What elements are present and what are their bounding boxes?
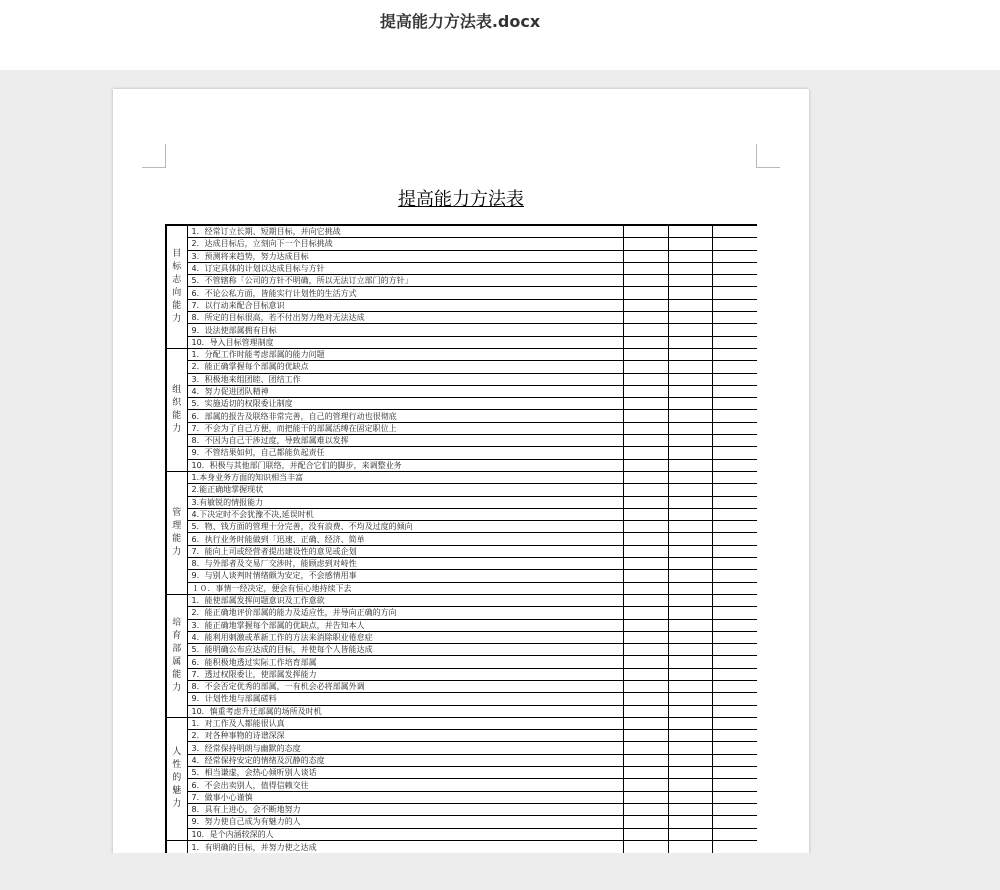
table-row <box>166 742 757 754</box>
rating-cell <box>668 779 712 791</box>
method-item: 8．不会否定优秀的部属，一有机会必将部属外调 <box>187 680 623 692</box>
rating-cell <box>623 262 668 274</box>
document-file-title: 提高能力方法表.docx <box>379 12 541 31</box>
rating-cell <box>623 680 668 692</box>
rating-cell <box>712 508 757 520</box>
rating-cell <box>623 631 668 643</box>
table-row <box>166 693 757 705</box>
rating-cell <box>668 705 712 717</box>
method-item: 1.本身业务方面的知识相当丰富 <box>187 471 623 483</box>
rating-cell <box>668 644 712 656</box>
rating-cell <box>623 324 668 336</box>
rating-cell <box>668 312 712 324</box>
rating-cell <box>623 496 668 508</box>
method-item: 6．部属的报告及联络非常完善，自己的管理行动也很彻底 <box>187 410 623 422</box>
rating-cell <box>712 803 757 815</box>
rating-cell <box>668 484 712 496</box>
category-label: 培育部属能力 <box>172 617 182 693</box>
rating-cell <box>623 754 668 766</box>
method-item: 1．有明确的目标，并努力使之达成 <box>187 840 623 855</box>
method-item: 10．导入目标管理制度 <box>187 336 623 348</box>
rating-cell <box>668 447 712 459</box>
rating-cell <box>668 422 712 434</box>
rating-cell <box>623 717 668 729</box>
rating-cell <box>668 619 712 631</box>
table-row <box>166 656 757 668</box>
table-row <box>166 459 757 471</box>
rating-cell <box>623 508 668 520</box>
rating-cell <box>668 496 712 508</box>
rating-cell <box>668 410 712 422</box>
methods-table-wrapper <box>165 224 757 890</box>
method-item: 2．达成目标后，立刻向下一个目标挑战 <box>187 238 623 250</box>
rating-cell <box>712 582 757 594</box>
rating-cell <box>712 558 757 570</box>
rating-cell <box>712 336 757 348</box>
rating-cell <box>668 656 712 668</box>
rating-cell <box>623 471 668 483</box>
method-item: 5．不管辖称「公司的方针不明确，所以无法订立部门的方针」 <box>187 275 623 287</box>
table-row <box>166 324 757 336</box>
rating-cell <box>712 324 757 336</box>
method-item: 5．物、钱方面的管理十分完善，没有浪费、不均及过度的倾向 <box>187 521 623 533</box>
rating-cell <box>668 730 712 742</box>
rating-cell <box>712 385 757 397</box>
rating-cell <box>623 447 668 459</box>
method-item: 4.下决定时不会犹豫不决,延误时机 <box>187 508 623 520</box>
crop-mark-top-right <box>756 144 780 168</box>
table-row <box>166 570 757 582</box>
table-row <box>166 336 757 348</box>
method-item: 8．所定的目标很高，若不付出努力绝对无法达成 <box>187 312 623 324</box>
rating-cell <box>668 508 712 520</box>
method-item: 3.有敏锐的情报能力 <box>187 496 623 508</box>
rating-cell <box>712 299 757 311</box>
rating-cell <box>623 238 668 250</box>
rating-cell <box>712 791 757 803</box>
table-row <box>166 447 757 459</box>
table-row <box>166 717 757 729</box>
rating-cell <box>712 816 757 828</box>
rating-cell <box>712 435 757 447</box>
method-item: 10．积极与其他部门联络，并配合它们的脚步，来调整业务 <box>187 459 623 471</box>
rating-cell <box>623 533 668 545</box>
rating-cell <box>623 594 668 606</box>
rating-cell <box>623 668 668 680</box>
rating-cell <box>668 717 712 729</box>
crop-mark-top-left <box>142 144 166 168</box>
rating-cell <box>623 767 668 779</box>
rating-cell <box>668 287 712 299</box>
rating-cell <box>668 385 712 397</box>
rating-cell <box>712 496 757 508</box>
rating-cell <box>712 521 757 533</box>
method-item: 7．以行动来配合目标意识 <box>187 299 623 311</box>
rating-cell <box>668 607 712 619</box>
rating-cell <box>712 422 757 434</box>
rating-cell <box>668 459 712 471</box>
rating-cell <box>668 262 712 274</box>
rating-cell <box>668 545 712 557</box>
rating-cell <box>623 459 668 471</box>
method-item: 2．对各种事物的诗谱深深 <box>187 730 623 742</box>
rating-cell <box>668 570 712 582</box>
method-item: 9．努力使自己成为有魅力的人 <box>187 816 623 828</box>
rating-cell <box>712 779 757 791</box>
method-item: 1．分配工作时能考虑部属的能力问题 <box>187 348 623 360</box>
rating-cell <box>668 803 712 815</box>
rating-cell <box>623 250 668 262</box>
table-row <box>166 385 757 397</box>
method-item: 9．计划性地与部属磋料 <box>187 693 623 705</box>
table-row <box>166 828 757 840</box>
rating-cell <box>668 336 712 348</box>
rating-cell <box>668 594 712 606</box>
rating-cell <box>623 791 668 803</box>
rating-cell <box>623 312 668 324</box>
rating-cell <box>712 459 757 471</box>
table-row <box>166 361 757 373</box>
rating-cell <box>623 336 668 348</box>
rating-cell <box>712 471 757 483</box>
table-row <box>166 496 757 508</box>
table-row <box>166 816 757 828</box>
rating-cell <box>712 250 757 262</box>
table-row <box>166 754 757 766</box>
method-item: 2.能正确地掌握现状 <box>187 484 623 496</box>
table-row <box>166 582 757 594</box>
rating-cell <box>668 791 712 803</box>
category-cell <box>166 717 187 840</box>
rating-cell <box>623 521 668 533</box>
method-item: 5．相当谦虚，会热心倾听别人谈话 <box>187 767 623 779</box>
method-item: 7．做事小心谨慎 <box>187 791 623 803</box>
method-item: 4．努力促进团队精神 <box>187 385 623 397</box>
rating-cell <box>712 373 757 385</box>
rating-cell <box>668 324 712 336</box>
rating-cell <box>712 828 757 840</box>
method-item: 2．能正确掌握每个部属的优缺点 <box>187 361 623 373</box>
table-row <box>166 250 757 262</box>
table-row <box>166 521 757 533</box>
document-page <box>113 89 809 890</box>
table-row <box>166 435 757 447</box>
method-item: 6．不论公私方面，皆能实行计划性的生活方式 <box>187 287 623 299</box>
rating-cell <box>623 435 668 447</box>
method-item: 8．与外部者及交易厂交涉时，能顾虑到对峙性 <box>187 558 623 570</box>
table-row <box>166 779 757 791</box>
table-row <box>166 545 757 557</box>
table-row <box>166 422 757 434</box>
rating-cell <box>623 644 668 656</box>
method-item: 8．具有上进心，会不断地努力 <box>187 803 623 815</box>
rating-cell <box>712 410 757 422</box>
method-item: 2．能正确地评价部属的能力及适应性，并导向正确的方向 <box>187 607 623 619</box>
table-row <box>166 348 757 360</box>
methods-table <box>165 224 757 856</box>
table-row <box>166 558 757 570</box>
category-cell <box>166 594 187 717</box>
method-item: 3．积极地来组团睦、团结工作 <box>187 373 623 385</box>
rating-cell <box>668 238 712 250</box>
rating-cell <box>668 361 712 373</box>
method-item: 4．能利用刺激或革新工作的方法来消除职业倦怠症 <box>187 631 623 643</box>
rating-cell <box>712 398 757 410</box>
rating-cell <box>712 619 757 631</box>
method-item: 5．能明确公布应达成的目标，并使每个人皆能达成 <box>187 644 623 656</box>
method-item: 4．经常保持安定的情绪及沉静的态度 <box>187 754 623 766</box>
rating-cell <box>668 582 712 594</box>
rating-cell <box>668 373 712 385</box>
rating-cell <box>712 312 757 324</box>
rating-cell <box>623 299 668 311</box>
rating-cell <box>623 730 668 742</box>
method-item: 4．订定具体的计划以达成目标与方针 <box>187 262 623 274</box>
table-row <box>166 767 757 779</box>
rating-cell <box>623 484 668 496</box>
table-row <box>166 484 757 496</box>
rating-cell <box>623 619 668 631</box>
table-row <box>166 262 757 274</box>
method-item: 9．设法使部属拥有目标 <box>187 324 623 336</box>
method-item: 6．能积极地透过实际工作培育部属 <box>187 656 623 668</box>
rating-cell <box>623 398 668 410</box>
rating-cell <box>712 656 757 668</box>
rating-cell <box>668 767 712 779</box>
method-item: １０．事情一经决定，便会有恒心地持续下去 <box>187 582 623 594</box>
method-item: 3．经常保持明朗与幽默的态度 <box>187 742 623 754</box>
rating-cell <box>623 558 668 570</box>
table-row <box>166 619 757 631</box>
rating-cell <box>668 275 712 287</box>
method-item: 3．能正确地掌握每个部属的优缺点，并告知本人 <box>187 619 623 631</box>
rating-cell <box>712 348 757 360</box>
rating-cell <box>712 717 757 729</box>
category-label: 人性的魅力 <box>172 747 182 810</box>
method-item: 7．透过权限委让，使部属发挥能力 <box>187 668 623 680</box>
rating-cell <box>623 545 668 557</box>
table-row <box>166 730 757 742</box>
rating-cell <box>668 225 712 238</box>
table-row <box>166 275 757 287</box>
rating-cell <box>623 693 668 705</box>
rating-cell <box>623 373 668 385</box>
page-heading: 提高能力方法表 <box>398 189 524 210</box>
table-row <box>166 594 757 606</box>
rating-cell <box>668 693 712 705</box>
rating-cell <box>668 816 712 828</box>
table-row <box>166 312 757 324</box>
method-item: 8．不因为自己干涉过度，导致部属难以发挥 <box>187 435 623 447</box>
rating-cell <box>712 361 757 373</box>
rating-cell <box>623 742 668 754</box>
rating-cell <box>623 275 668 287</box>
rating-cell <box>712 287 757 299</box>
rating-cell <box>623 348 668 360</box>
rating-cell <box>623 705 668 717</box>
table-row <box>166 299 757 311</box>
method-item: 6．执行业务时能做到「迅速、正确、经济、简单 <box>187 533 623 545</box>
method-item: 1．能使部属发挥问题意识及工作意欲 <box>187 594 623 606</box>
rating-cell <box>712 262 757 274</box>
rating-cell <box>623 779 668 791</box>
rating-cell <box>623 582 668 594</box>
rating-cell <box>668 754 712 766</box>
rating-cell <box>623 287 668 299</box>
rating-cell <box>668 435 712 447</box>
rating-cell <box>623 656 668 668</box>
rating-cell <box>668 521 712 533</box>
rating-cell <box>623 570 668 582</box>
rating-cell <box>623 803 668 815</box>
category-label: 组织能力 <box>172 384 182 434</box>
rating-cell <box>668 533 712 545</box>
method-item: 6．不会出卖别人，值得信赖交往 <box>187 779 623 791</box>
method-item: 7．不会为了自己方便，而把能干的部属活缚在固定职位上 <box>187 422 623 434</box>
method-item: 9．与别人谈判时情绪颇为安定，不会感情用事 <box>187 570 623 582</box>
table-row <box>166 238 757 250</box>
table-row <box>166 644 757 656</box>
table-row <box>166 410 757 422</box>
table-row <box>166 631 757 643</box>
method-item: 10．是个内涵较深的人 <box>187 828 623 840</box>
rating-cell <box>712 238 757 250</box>
rating-cell <box>712 225 757 238</box>
rating-cell <box>712 545 757 557</box>
rating-cell <box>623 422 668 434</box>
rating-cell <box>623 385 668 397</box>
rating-cell <box>712 742 757 754</box>
rating-cell <box>623 607 668 619</box>
top-bar <box>0 0 1000 70</box>
category-cell <box>166 348 187 471</box>
table-row <box>166 373 757 385</box>
rating-cell <box>712 607 757 619</box>
table-row <box>166 668 757 680</box>
rating-cell <box>668 348 712 360</box>
method-item: 9．不管结果如何，自己都能负起责任 <box>187 447 623 459</box>
category-label: 管理能力 <box>172 507 182 557</box>
rating-cell <box>623 361 668 373</box>
table-row <box>166 471 757 483</box>
rating-cell <box>712 644 757 656</box>
rating-cell <box>668 828 712 840</box>
rating-cell <box>712 693 757 705</box>
rating-cell <box>668 398 712 410</box>
method-item: 3．预测将来趋势，努力达成目标 <box>187 250 623 262</box>
rating-cell <box>712 767 757 779</box>
category-cell <box>166 471 187 594</box>
table-row <box>166 533 757 545</box>
rating-cell <box>623 816 668 828</box>
rating-cell <box>623 410 668 422</box>
rating-cell <box>623 225 668 238</box>
bottom-bar <box>0 853 1000 890</box>
rating-cell <box>712 754 757 766</box>
table-row <box>166 508 757 520</box>
rating-cell <box>712 680 757 692</box>
rating-cell <box>668 680 712 692</box>
rating-cell <box>668 558 712 570</box>
rating-cell <box>712 594 757 606</box>
rating-cell <box>712 570 757 582</box>
table-row <box>166 607 757 619</box>
method-item: 10．慎重考虑升迁部属的场所及时机 <box>187 705 623 717</box>
rating-cell <box>712 533 757 545</box>
method-item: 1．对工作及人都能很认真 <box>187 717 623 729</box>
rating-cell <box>623 828 668 840</box>
rating-cell <box>712 705 757 717</box>
category-cell <box>166 225 187 348</box>
table-row <box>166 287 757 299</box>
rating-cell <box>668 299 712 311</box>
rating-cell <box>712 631 757 643</box>
rating-cell <box>668 250 712 262</box>
rating-cell <box>712 668 757 680</box>
table-row <box>166 791 757 803</box>
method-item: 5．实施适切的权限委让制度 <box>187 398 623 410</box>
table-row <box>166 680 757 692</box>
rating-cell <box>712 275 757 287</box>
table-row <box>166 398 757 410</box>
rating-cell <box>668 742 712 754</box>
rating-cell <box>712 730 757 742</box>
method-item: 1．经常订立长期、短期目标，并向它挑战 <box>187 225 623 238</box>
table-row <box>166 803 757 815</box>
method-item: 7．能向上司或经营者提出建设性的意见或企划 <box>187 545 623 557</box>
rating-cell <box>668 631 712 643</box>
rating-cell <box>668 471 712 483</box>
rating-cell <box>712 484 757 496</box>
table-row <box>166 705 757 717</box>
category-label: 目标志向能力 <box>172 248 182 324</box>
table-row <box>166 225 757 238</box>
rating-cell <box>712 447 757 459</box>
rating-cell <box>668 668 712 680</box>
